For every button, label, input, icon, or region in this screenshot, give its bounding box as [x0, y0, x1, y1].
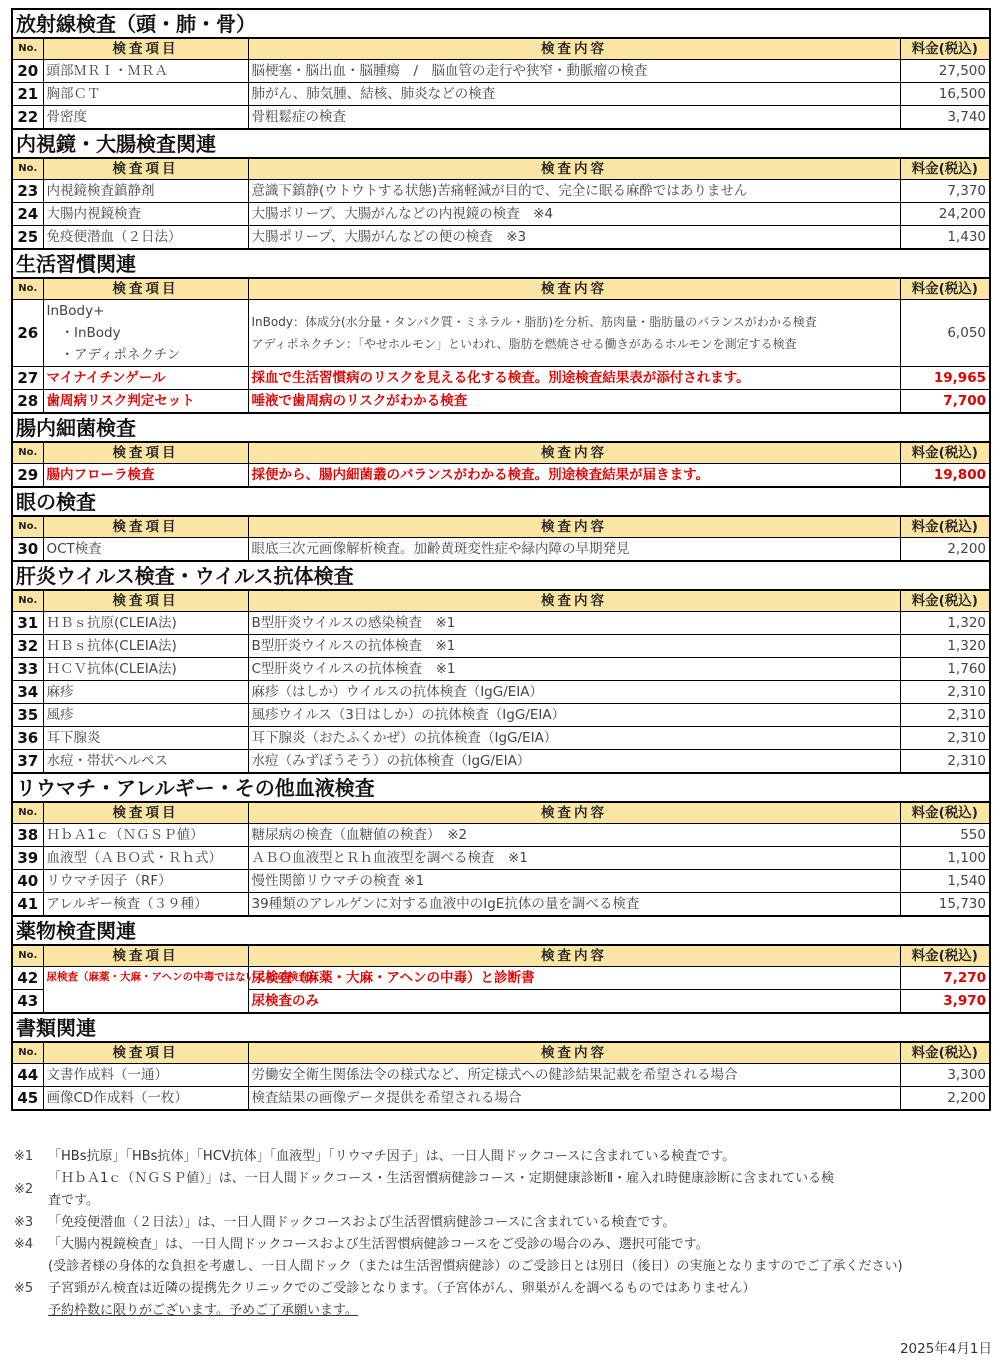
footnote-text: 査です。 [48, 1193, 99, 1208]
footnote-text: (受診者様の身体的な負担を考慮し、一日人間ドック（または生活習慣病健診）のご受診日とは別日（後日）の実施となりますのでご了承ください) [48, 1259, 903, 1274]
item-price: 2,310 [900, 727, 990, 750]
table-row [12, 180, 990, 203]
item-price: 15,730 [900, 893, 990, 917]
item-description: 大腸ポリープ、大腸がんなどの内視鏡の検査 ※4 [248, 203, 900, 226]
footnote [14, 1234, 994, 1278]
table-row [12, 60, 990, 83]
header-price: 料金(税込) [900, 802, 990, 824]
header-desc: 検査内容 [248, 442, 900, 464]
item-name: 腸内フローラ検査 [43, 464, 248, 488]
item-description: 労働安全衛生関係法令の様式など、所定様式への健診結果記載を希望される場合 [248, 1064, 900, 1087]
item-price: 1,320 [900, 612, 990, 635]
table-row [12, 106, 990, 130]
row-number: 31 [12, 612, 43, 635]
item-name: 大腸内視鏡検査 [43, 203, 248, 226]
section-title: 腸内細菌検査 [12, 413, 990, 442]
item-name: 骨密度 [43, 106, 248, 130]
item-price: 27,500 [900, 60, 990, 83]
header-desc: 検査内容 [248, 38, 900, 60]
header-price: 料金(税込) [900, 1042, 990, 1064]
header-desc: 検査内容 [248, 1042, 900, 1064]
item-description: 慢性関節リウマチの検査 ※1 [248, 870, 900, 893]
item-name: アレルギー検査（３９種） [43, 893, 248, 917]
footnote-mark: ※4 [14, 1237, 34, 1252]
header-desc: 検査内容 [248, 158, 900, 180]
item-line: ・InBody [60, 325, 121, 341]
header-item: 検査項目 [43, 442, 248, 464]
row-number: 33 [12, 658, 43, 681]
section-title-row [12, 413, 990, 442]
table-row [12, 226, 990, 250]
header-price: 料金(税込) [900, 442, 990, 464]
section-title: 薬物検査関連 [12, 916, 990, 945]
section-title-row [12, 249, 990, 278]
column-header-row [12, 158, 990, 180]
item-description: B型肝炎ウイルスの感染検査 ※1 [248, 612, 900, 635]
item-price: 6,050 [900, 300, 990, 367]
header-price: 料金(税込) [900, 516, 990, 538]
item-name: 文書作成料（一通） [43, 1064, 248, 1087]
item-name: 胸部ＣＴ [43, 83, 248, 106]
row-number: 25 [12, 226, 43, 250]
row-number: 43 [12, 990, 43, 1014]
row-number: 27 [12, 367, 43, 390]
header-no: No. [12, 442, 43, 464]
header-price: 料金(税込) [900, 590, 990, 612]
item-price: 3,740 [900, 106, 990, 130]
header-price: 料金(税込) [900, 38, 990, 60]
column-header-row [12, 442, 990, 464]
row-number: 23 [12, 180, 43, 203]
description-line: アディポネクチン：「やせホルモン」といわれ、脂肪を燃焼させる働きがあるホルモンを測定する検査 [251, 337, 797, 351]
footnote-mark: ※3 [14, 1215, 34, 1230]
section-title: 肝炎ウイルス検査・ウイルス抗体検査 [12, 561, 990, 590]
section-title: リウマチ・アレルギー・その他血液検査 [12, 773, 990, 802]
item-name: 風疹 [43, 704, 248, 727]
item-description: 脳梗塞・脳出血・脳腫瘍 / 脳血管の走行や狭窄・動脈瘤の検査 [248, 60, 900, 83]
table-row [12, 727, 990, 750]
table-row [12, 464, 990, 488]
table-row [12, 870, 990, 893]
item-name: 免疫便潜血（２日法） [43, 226, 248, 250]
column-header-row [12, 516, 990, 538]
row-number: 28 [12, 390, 43, 414]
item-description: 骨粗鬆症の検査 [248, 106, 900, 130]
header-price: 料金(税込) [900, 278, 990, 300]
row-number: 42 [12, 967, 43, 990]
row-number: 41 [12, 893, 43, 917]
item-name: 内視鏡検査鎮静剤 [43, 180, 248, 203]
section-title: 生活習慣関連 [12, 249, 990, 278]
footnote-text: 「大腸内視鏡検査」は、一日人間ドックコースおよび生活習慣病健診コースをご受診の場合のみ、選択可能です。 [48, 1237, 709, 1252]
footnotes [14, 1146, 994, 1322]
header-no: No. [12, 945, 43, 967]
section-title-row [12, 916, 990, 945]
header-item: 検査項目 [43, 158, 248, 180]
item-price: 3,970 [900, 990, 990, 1014]
section-title: 書類関連 [12, 1013, 990, 1042]
item-description [248, 300, 900, 367]
item-name: 麻疹 [43, 681, 248, 704]
row-number: 44 [12, 1064, 43, 1087]
item-description: 検査結果の画像データ提供を希望される場合 [248, 1087, 900, 1111]
row-number: 40 [12, 870, 43, 893]
footnote [14, 1212, 994, 1234]
header-no: No. [12, 38, 43, 60]
row-number: 30 [12, 538, 43, 562]
footnote-mark: ※1 [14, 1149, 34, 1164]
header-desc: 検査内容 [248, 516, 900, 538]
row-number: 32 [12, 635, 43, 658]
item-name: ＨＢｓ抗原(CLEIA法) [43, 612, 248, 635]
footnote [14, 1278, 994, 1322]
row-number: 45 [12, 1087, 43, 1111]
table-row [12, 681, 990, 704]
item-description: 糖尿病の検査（血糖値の検査） ※2 [248, 824, 900, 847]
table-row [12, 635, 990, 658]
footnote-text: 「HBs抗原」「HBs抗体」「HCV抗体」「血液型」「リウマチ因子」は、一日人間ドックコースに含まれている検査です。 [48, 1149, 736, 1164]
footnote-mark: ※2 [14, 1182, 34, 1197]
footnote [14, 1168, 994, 1212]
header-item: 検査項目 [43, 590, 248, 612]
item-price: 1,430 [900, 226, 990, 250]
item-description: B型肝炎ウイルスの抗体検査 ※1 [248, 635, 900, 658]
row-number: 20 [12, 60, 43, 83]
header-no: No. [12, 590, 43, 612]
table-row [12, 612, 990, 635]
item-description: ＡＢＯ血液型とＲｈ血液型を調べる検査 ※1 [248, 847, 900, 870]
item-name: OCT検査 [43, 538, 248, 562]
column-header-row [12, 802, 990, 824]
section-title-row [12, 487, 990, 516]
item-price: 2,310 [900, 681, 990, 704]
header-item: 検査項目 [43, 945, 248, 967]
row-number: 21 [12, 83, 43, 106]
item-name: 耳下腺炎 [43, 727, 248, 750]
description-line: InBody：体成分(水分量・タンパク質・ミネラル・脂肪)を分析、筋肉量・脂肪量のバランスがわかる検査 [251, 315, 817, 329]
header-item: 検査項目 [43, 38, 248, 60]
row-number: 36 [12, 727, 43, 750]
column-header-row [12, 38, 990, 60]
item-price: 1,760 [900, 658, 990, 681]
item-description: 尿検査（麻薬・大麻・アヘンの中毒）と診断書 [248, 967, 900, 990]
item-name: 尿検査（麻薬・大麻・アヘンの中毒ではないことの検査） [43, 967, 248, 1014]
section-title-row [12, 9, 990, 38]
column-header-row [12, 590, 990, 612]
row-number: 34 [12, 681, 43, 704]
item-name: 血液型（ＡＢＯ式・Ｒｈ式） [43, 847, 248, 870]
item-price: 24,200 [900, 203, 990, 226]
row-number: 39 [12, 847, 43, 870]
header-item: 検査項目 [43, 802, 248, 824]
row-number: 38 [12, 824, 43, 847]
section-title-row [12, 561, 990, 590]
item-description: C型肝炎ウイルスの抗体検査 ※1 [248, 658, 900, 681]
row-number: 37 [12, 750, 43, 774]
header-desc: 検査内容 [248, 278, 900, 300]
row-number: 24 [12, 203, 43, 226]
item-description: 意識下鎮静(ウトウトする状態)苦痛軽減が目的で、完全に眠る麻酔ではありません [248, 180, 900, 203]
item-description: 水痘（みずぼうそう）の抗体検査（IgG/EIA） [248, 750, 900, 774]
item-name: ＨＢｓ抗体(CLEIA法) [43, 635, 248, 658]
row-number: 22 [12, 106, 43, 130]
item-price: 2,310 [900, 750, 990, 774]
item-price: 19,965 [900, 367, 990, 390]
header-desc: 検査内容 [248, 802, 900, 824]
footnote-mark: ※5 [14, 1281, 34, 1296]
section-title: 放射線検査（頭・肺・骨） [12, 9, 990, 38]
section-title-row [12, 773, 990, 802]
header-price: 料金(税込) [900, 158, 990, 180]
row-number: 26 [12, 300, 43, 367]
header-no: No. [12, 1042, 43, 1064]
item-line: InBody+ [46, 303, 105, 319]
header-item: 検査項目 [43, 278, 248, 300]
item-price: 1,320 [900, 635, 990, 658]
item-description: 麻疹（はしか）ウイルスの抗体検査（IgG/EIA） [248, 681, 900, 704]
item-price: 2,200 [900, 1087, 990, 1111]
footnote-text: 子宮頸がん検査は近隣の提携先クリニックでのご受診となります。（子宮体がん、卵巣がんを調べるものではありません） [48, 1281, 756, 1296]
item-description: 大腸ポリープ、大腸がんなどの便の検査 ※3 [248, 226, 900, 250]
item-price: 2,310 [900, 704, 990, 727]
footnote-underlined-text: 予約枠数に限りがございます。予めご了承願います。 [48, 1303, 358, 1318]
table-row [12, 1064, 990, 1087]
table-row [12, 893, 990, 917]
row-number: 35 [12, 704, 43, 727]
item-description: 肺がん、肺気腫、結核、肺炎などの検査 [248, 83, 900, 106]
table-row [12, 658, 990, 681]
section-title-row [12, 129, 990, 158]
header-desc: 検査内容 [248, 590, 900, 612]
item-description: 眼底三次元画像解析検査。加齢黄斑変性症や緑内障の早期発見 [248, 538, 900, 562]
table-row [12, 704, 990, 727]
issue-date: 2025年4月1日 [899, 1341, 992, 1357]
header-desc: 検査内容 [248, 945, 900, 967]
table-row [12, 83, 990, 106]
item-line: ・アディポネクチン [60, 347, 181, 363]
item-description: 尿検査のみ [248, 990, 900, 1014]
column-header-row [12, 1042, 990, 1064]
column-header-row [12, 278, 990, 300]
footnote-text: 「免疫便潜血（２日法）」は、一日人間ドックコースおよび生活習慣病健診コースに含まれている検査です。 [48, 1215, 676, 1230]
item-name: 頭部ＭＲＩ・ＭＲＡ [43, 60, 248, 83]
item-description: 耳下腺炎（おたふくかぜ）の抗体検査（IgG/EIA） [248, 727, 900, 750]
footnote [14, 1146, 994, 1168]
section-title-row [12, 1013, 990, 1042]
item-price: 1,540 [900, 870, 990, 893]
column-header-row [12, 945, 990, 967]
price-table [11, 8, 991, 1111]
item-price: 2,200 [900, 538, 990, 562]
table-row [12, 538, 990, 562]
table-row [12, 203, 990, 226]
table-row [12, 824, 990, 847]
item-name: ＨＣＶ抗体(CLEIA法) [43, 658, 248, 681]
item-price: 3,300 [900, 1064, 990, 1087]
item-name: リウマチ因子（RF） [43, 870, 248, 893]
header-no: No. [12, 516, 43, 538]
table-row [12, 300, 990, 367]
item-price: 16,500 [900, 83, 990, 106]
table-row [12, 750, 990, 774]
item-name: 水痘・帯状ヘルペス [43, 750, 248, 774]
table-row [12, 967, 990, 990]
section-title: 眼の検査 [12, 487, 990, 516]
header-price: 料金(税込) [900, 945, 990, 967]
item-description: 採血で生活習慣病のリスクを見える化する検査。別途検査結果表が添付されます。 [248, 367, 900, 390]
footnote-text: 「ＨｂＡ1ｃ（ＮＧＳＰ値）」は、一日人間ドックコース・生活習慣病健診コース・定期健康診断Ⅱ・雇入れ時健康診断に含まれている検 [48, 1171, 835, 1186]
header-no: No. [12, 158, 43, 180]
header-no: No. [12, 278, 43, 300]
item-price: 550 [900, 824, 990, 847]
item-price: 7,370 [900, 180, 990, 203]
item-name: ＨｂＡ1ｃ（ＮＧＳＰ値） [43, 824, 248, 847]
row-number: 29 [12, 464, 43, 488]
item-name: マイナイチンゲール [43, 367, 248, 390]
table-row [12, 1087, 990, 1111]
header-no: No. [12, 802, 43, 824]
item-name [43, 300, 248, 367]
item-price: 7,700 [900, 390, 990, 414]
item-description: 唾液で歯周病のリスクがわかる検査 [248, 390, 900, 414]
item-name: 歯周病リスク判定セット [43, 390, 248, 414]
item-price: 1,100 [900, 847, 990, 870]
item-price: 7,270 [900, 967, 990, 990]
item-name: 画像CD作成料（一枚） [43, 1087, 248, 1111]
section-title: 内視鏡・大腸検査関連 [12, 129, 990, 158]
table-row [12, 367, 990, 390]
table-row [12, 847, 990, 870]
header-item: 検査項目 [43, 516, 248, 538]
table-row [12, 390, 990, 414]
item-description: 39種類のアレルゲンに対する血液中のIgE抗体の量を調べる検査 [248, 893, 900, 917]
item-description: 採便から、腸内細菌叢のバランスがわかる検査。別途検査結果が届きます。 [248, 464, 900, 488]
item-price: 19,800 [900, 464, 990, 488]
header-item: 検査項目 [43, 1042, 248, 1064]
item-description: 風疹ウイルス（3日はしか）の抗体検査（IgG/EIA） [248, 704, 900, 727]
